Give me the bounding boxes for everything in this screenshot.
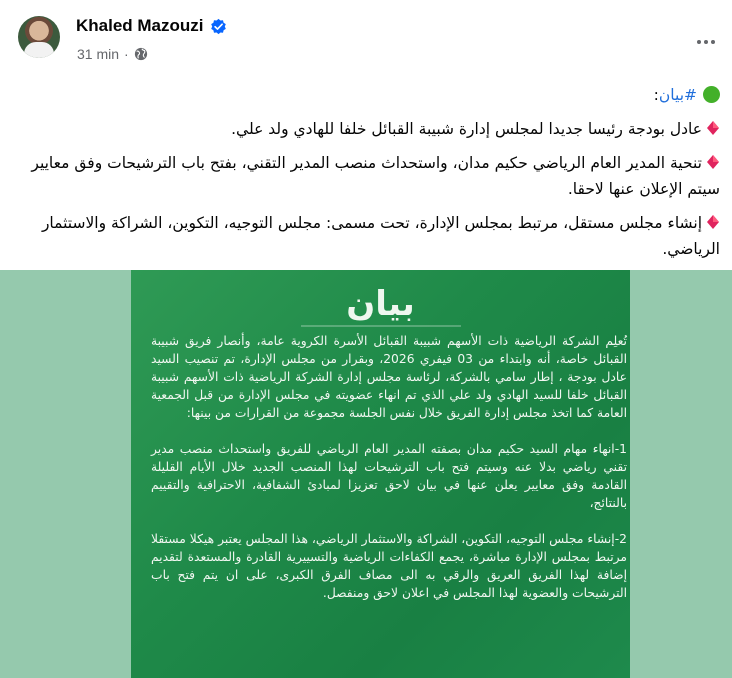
green-circle-icon — [703, 86, 720, 103]
red-diamond-icon — [706, 121, 720, 135]
post-line-2 — [20, 150, 720, 202]
hashtag-line: #بيان: — [20, 82, 720, 108]
red-diamond-icon — [706, 155, 720, 169]
post-line-3 — [20, 210, 720, 262]
post-line-text: إنشاء مجلس مستقل، مرتبط بمجلس الإدارة، تحت مسمى: مجلس التوجيه، التكوين، الشراكة والاستثمار الرياضي. — [41, 214, 720, 258]
hashtag-link[interactable]: #بيان — [658, 86, 697, 104]
red-diamond-icon — [706, 215, 720, 229]
post-line-text: تنحية المدير العام الرياضي حكيم مدان، واستحداث منصب المدير التقني، بفتح باب الترشيحات وفق معايير سيتم الإعلان عنها لاحقا. — [31, 154, 720, 198]
author-avatar[interactable] — [18, 16, 60, 58]
post-media[interactable] — [0, 270, 732, 678]
post-time[interactable]: 31 min — [77, 46, 120, 62]
author-row — [76, 16, 227, 36]
post-meta — [77, 46, 148, 62]
statement-paragraph: تُعلِم الشركة الرياضية ذات الأسهم شبيبة القبائل الأسرة الكروية عامة، وأنصار فريق شبيبة القبائل خاصة، أنه وابتداء من 03 فيفري 2026، وبقرار من مجلس الإدارة، تم تنصيب السيد عادل بودجة ، إطار سامي بالشركة، لرئاسة مجلس إدارة الشركة الرياضية ذات الأسهم شبيبة القبائل خلفا للسيد الهادي ولد علي الذي تم انهاء عضويته في مجلس الإدارة من قبل الجمعية العامة كما اتخذ مجلس إدارة الفريق خلال نفس الجلسة مجموعة من القرارات من بينها: — [151, 334, 627, 420]
globe-icon[interactable] — [134, 47, 148, 61]
statement-paragraph: 1-انهاء مهام السيد حكيم مدان بصفته المدير العام الرياضي للفريق واستحداث منصب مدير تقني رياضي بدلا عنه وسيتم فتح باب الترشيحات لهذا المنصب الجديد خلال الأيام القليلة القادمة وفق معايير يعلن عنها في بيان لاحق تعزيزا لمبادئ الشفافية، الاحترافية والتقييم بالنتائج، — [151, 442, 627, 510]
statement-paragraph: 2-إنشاء مجلس التوجيه، التكوين، الشراكة والاستثمار الرياضي، هذا المجلس يعتبر هيكلا مستقلا مرتبط بمجلس الإدارة مباشرة، يجمع الكفاءات الرياضية والتسييرية القادرة والمستعدة لتقديم إضافة لهذا الفريق العريق والرقي به الى مصاف الفرق الكبرى، على ان يتم فتح باب الترشيحات والعضوية لهذا المجلس في اعلان لاحق ومنفصل. — [151, 532, 627, 600]
title-underline — [301, 325, 461, 327]
post-line-text: عادل بودجة رئيسا جديدا لمجلس إدارة شبيبة القبائل خلفا للهادي ولد علي. — [231, 120, 702, 138]
meta-separator: · — [124, 46, 129, 62]
author-name[interactable]: Khaled Mazouzi — [76, 16, 204, 35]
statement-image[interactable] — [131, 270, 630, 678]
verified-badge-icon — [210, 18, 227, 35]
more-options-icon — [697, 40, 701, 44]
more-options-button[interactable] — [686, 28, 726, 56]
post-text — [20, 82, 720, 270]
post-line-1 — [20, 116, 720, 142]
statement-title: بيان — [346, 284, 415, 324]
statement-body — [151, 332, 627, 620]
post-header — [0, 0, 732, 80]
